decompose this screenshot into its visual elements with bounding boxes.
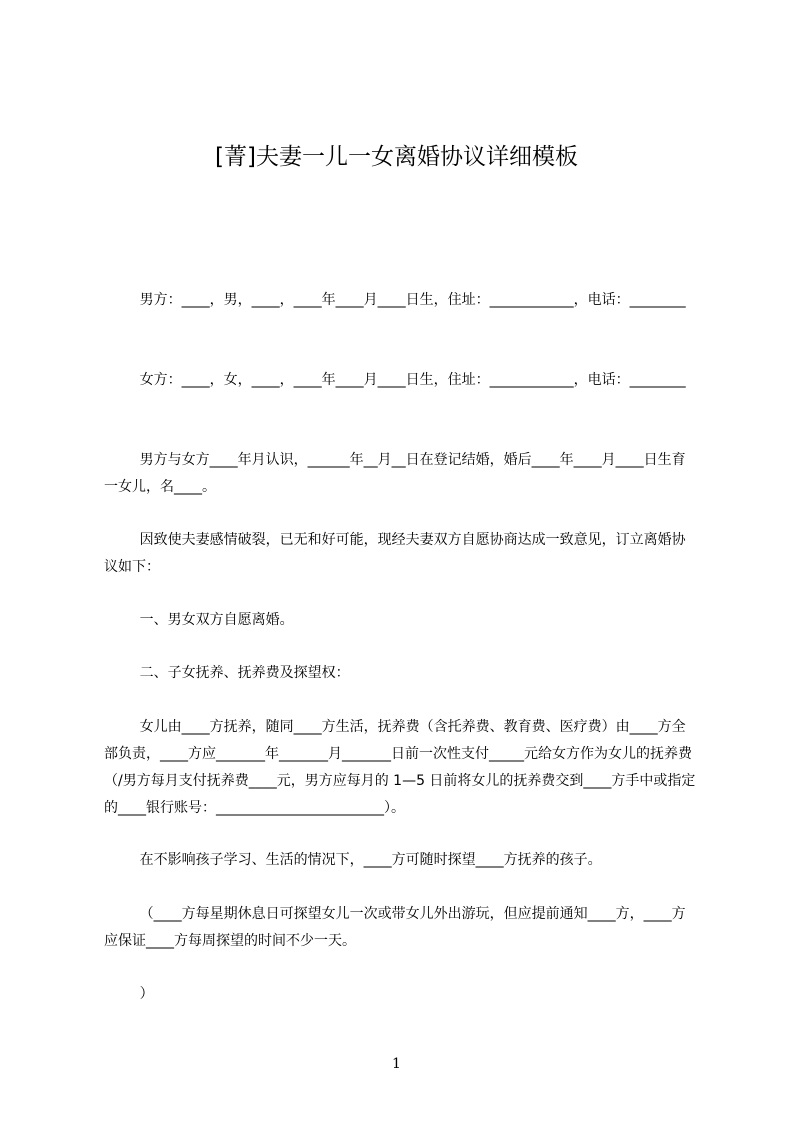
weekly-visit-paragraph: （____方每星期休息日可探望女儿一次或带女儿外出游玩，但应提前通知____方，____方应保证____方每周探望的时间不少一天。: [104, 906, 686, 949]
male-party-paragraph: 男方：____，男，____，____年____月____日生，住址：____________，电话：________: [104, 292, 686, 308]
clause-2-heading: 二、子女抚养、抚养费及探望权：: [104, 665, 350, 681]
page-number: 1: [392, 1056, 401, 1072]
custody-paragraph: 女儿由____方抚养，随同____方生活，抚养费（含托养费、教育费、医疗费）由____方全部负责，____方应_______年_______月_______日前一次性支付_____元给女方作为女儿的抚养费（/男方每月支付抚养费____元，男方应每月的 1—5 日前将女儿的抚养费交到____方手中或指定的____银行账号：________________________）。: [104, 719, 696, 816]
visitation-paragraph: 在不影响孩子学习、生活的情况下，____方可随时探望____方抚养的孩子。: [104, 852, 602, 868]
document-title: [菁]夫妻一儿一女离婚协议详细模板: [215, 144, 578, 170]
female-party-paragraph: 女方：____，女，____，____年____月____日生，住址：____________，电话：________: [104, 372, 686, 388]
agreement-intro-paragraph: 因致使夫妻感情破裂，已无和好可能，现经夫妻双方自愿协商达成一致意见，订立离婚协议如下：: [104, 532, 686, 575]
clause-1-heading: 一、男女双方自愿离婚。: [104, 612, 294, 628]
closing-paren: ）: [104, 986, 154, 1002]
marriage-info-paragraph: 男方与女方____年月认识，______年__月__日在登记结婚，婚后____年____月____日生育一女儿，名____。: [104, 452, 686, 495]
